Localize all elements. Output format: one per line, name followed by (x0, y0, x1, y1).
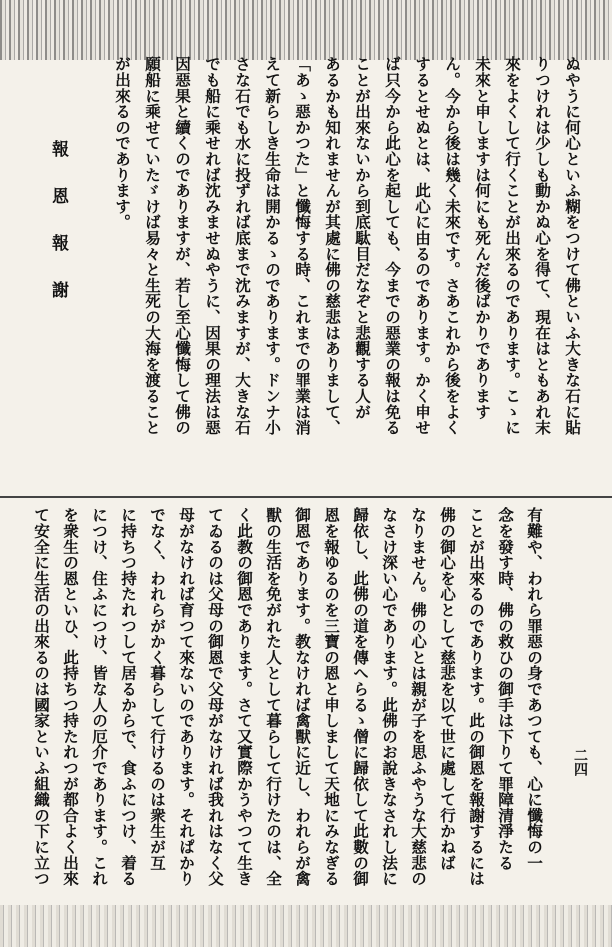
text-column: でも船に乘せれば沈みませぬやうに、因果の理法は惡 (203, 56, 222, 436)
text-column: につけ、住ふにつけ、皆な人の厄介であります。これ (90, 507, 109, 887)
text-column: ん。今から後は幾く未來です。さあこれから後をよく (443, 56, 462, 436)
text-column: なさけ深い心であります。此佛のお說きなされし法に (380, 507, 399, 887)
section-divider (0, 496, 612, 498)
text-column: ことが出來ないから到底駄目だなぞと悲觀する人が (353, 56, 372, 420)
text-column: 來をよくして行くことが出來るのであります。こゝに (503, 56, 522, 436)
text-column: りつけれは少しも動かぬ心を得て、現在はともあれ末 (533, 56, 552, 436)
text-column: 有難や、われら罪惡の身であつても、心に懺悔の一 (525, 507, 544, 871)
text-column: を衆生の恩といひ、此持ちつ持たれつが都合よく出來 (61, 507, 80, 887)
text-column: 歸依し、此佛の道を傳へらるゝ僧に歸依して此數の御 (351, 507, 370, 887)
text-column: 念を發す時、佛の救ひの御手は下りて罪障清淨たる (496, 507, 515, 871)
text-column: 恩を報ゆるのを三寶の恩と申しまして天地にみなぎる (322, 507, 341, 887)
text-column: 御恩であります。教なければ禽獸に近し、われらが禽 (293, 507, 312, 887)
text-column: ことが出來るのであります。此の御恩を報謝するには (467, 507, 486, 887)
text-column: するとせぬとは、此心に由るのであります。かく申せ (413, 56, 432, 436)
scan-noise-top (0, 0, 612, 60)
text-column: 母がなければ育つて來ないのであります。それぱかり (177, 507, 196, 887)
text-column: が出來るのであります。 (113, 56, 132, 230)
text-column: ぬやうに何心といふ糊をつけて佛といふ大きな石に貼 (563, 56, 582, 436)
text-column: でなく、われらがかく暮らして行けるのは衆生が互 (148, 507, 167, 871)
page-number: 二四 (572, 748, 588, 776)
text-column: 「あゝ惡かつた」と懺悔する時、これまでの罪業は消 (293, 56, 312, 436)
text-column: て安全に生活の出來るのは國家といふ組織の下に立つ (32, 507, 51, 887)
text-column: さな石でも水に投ずれば底まで沈みますが、大きな石 (233, 56, 252, 436)
text-column: あるかも知れませんが其處に佛の慈悲はありまして、 (323, 56, 342, 436)
text-column: えて新らしき生命は開かるゝのであります。ドンナ小 (263, 56, 282, 436)
text-column: なりません。佛の心とは親が子を思ふやうな大慈悲の (409, 507, 428, 887)
text-column: てゐるのは父母の御恩で父母がなければ我れはなく父 (206, 507, 225, 887)
text-column: ば只今から此心を起しても、今までの惡業の報は免る (383, 56, 402, 436)
text-column: 因惡果と續くのでありますが、若し至心懺悔して佛の (173, 56, 192, 436)
text-column: く此教の御恩であります。さて又實際かうやつて生き (235, 507, 254, 887)
text-column: 佛の御心を心として慈悲を以て世に處して行かねば (438, 507, 457, 871)
text-column: 未來と申しますは何にも死んだ後ばかりであります (473, 56, 492, 420)
text-column: 願船に乘せていたゞけば易々と生死の大海を渡ること (143, 56, 162, 436)
section-heading: 報恩報謝 (48, 140, 68, 328)
text-column: に持ちつ持たれつして居るからで、食ふにつけ、着る (119, 507, 138, 887)
text-column: 獸の生活を免がれた人として暮らして行けたのは、全 (264, 507, 283, 887)
